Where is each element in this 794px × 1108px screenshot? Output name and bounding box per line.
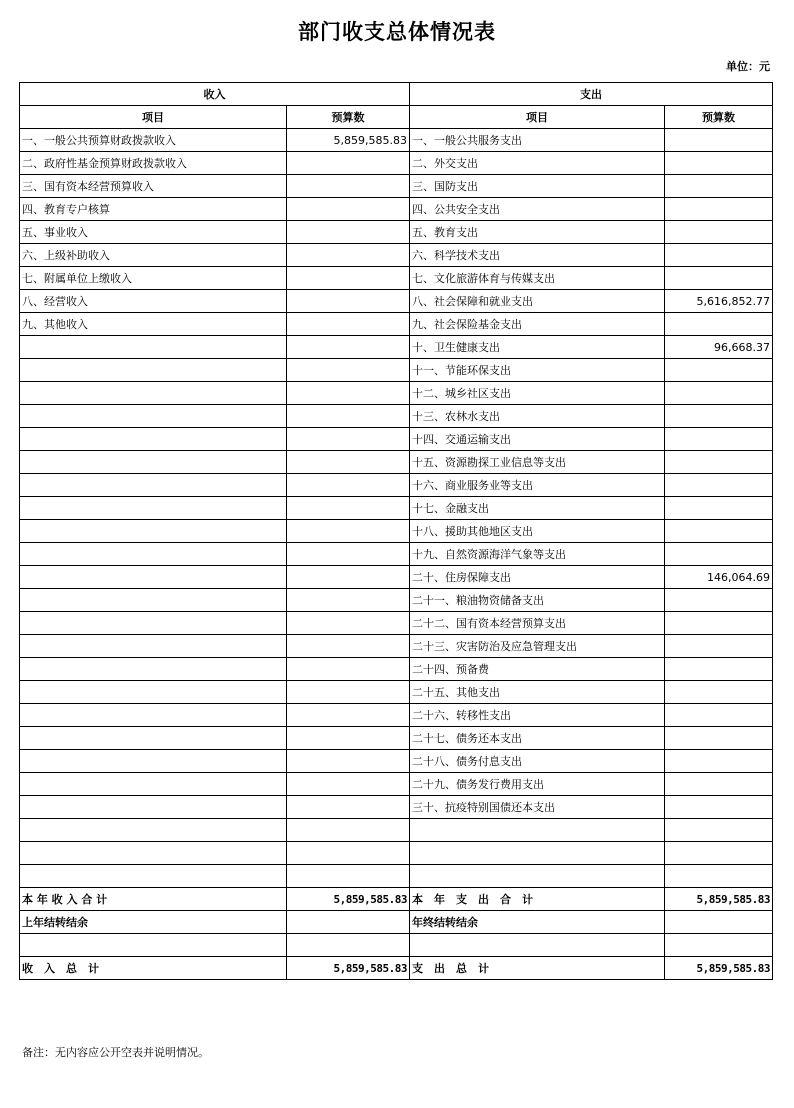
- income-item-cell: [20, 474, 287, 497]
- income-value-cell: [287, 704, 410, 727]
- expense-value-cell: [665, 727, 773, 750]
- income-value-cell: [287, 382, 410, 405]
- expense-total-value: 5,859,585.83: [665, 957, 773, 980]
- income-value-cell: [287, 520, 410, 543]
- table-row: [20, 658, 773, 681]
- income-item-cell: [20, 566, 287, 589]
- expense-item-cell: [410, 842, 665, 865]
- expense-item-cell: 十九、自然资源海洋气象等支出: [410, 543, 665, 566]
- income-value-cell: [287, 290, 410, 313]
- expense-value-cell: [665, 819, 773, 842]
- income-value-cell: [287, 612, 410, 635]
- table-row: [20, 773, 773, 796]
- expense-value-cell: [665, 428, 773, 451]
- table-row: [20, 474, 773, 497]
- income-item-cell: [20, 336, 287, 359]
- income-value-cell: [287, 842, 410, 865]
- income-item-cell: [20, 382, 287, 405]
- table-row: [20, 520, 773, 543]
- expense-item-cell: 四、公共安全支出: [410, 198, 665, 221]
- expense-value-cell: 146,064.69: [665, 566, 773, 589]
- unit-label: 单位：元: [726, 60, 770, 73]
- expense-value-cell: [665, 750, 773, 773]
- expense-item-cell: 二十七、债务还本支出: [410, 727, 665, 750]
- expense-item-cell: 二十八、债务付息支出: [410, 750, 665, 773]
- income-item-cell: [20, 405, 287, 428]
- table-row: [20, 336, 773, 359]
- expense-value-cell: [665, 842, 773, 865]
- table-row: [20, 382, 773, 405]
- income-item-header: 项目: [20, 106, 287, 129]
- income-item-cell: 二、政府性基金预算财政拨款收入: [20, 152, 287, 175]
- income-value-cell: [287, 796, 410, 819]
- income-item-cell: 七、附属单位上缴收入: [20, 267, 287, 290]
- expense-item-cell: 十三、农林水支出: [410, 405, 665, 428]
- income-item-cell: [20, 681, 287, 704]
- expense-value-cell: [665, 405, 773, 428]
- income-value-cell: [287, 313, 410, 336]
- income-budget-header: 预算数: [287, 106, 410, 129]
- income-value-cell: [287, 658, 410, 681]
- income-item-cell: [20, 520, 287, 543]
- table-row: [20, 244, 773, 267]
- income-item-cell: 三、国有资本经营预算收入: [20, 175, 287, 198]
- expense-value-cell: [665, 474, 773, 497]
- table-row: [20, 152, 773, 175]
- income-item-cell: [20, 497, 287, 520]
- year-expense-label: 本 年 支 出 合 计: [410, 888, 665, 911]
- income-value-cell: [287, 543, 410, 566]
- expense-value-cell: [665, 175, 773, 198]
- income-value-cell: [287, 635, 410, 658]
- table-row: [20, 313, 773, 336]
- income-item-cell: 六、上级补助收入: [20, 244, 287, 267]
- expense-item-cell: 十、卫生健康支出: [410, 336, 665, 359]
- table-row: [20, 704, 773, 727]
- income-item-cell: 一、一般公共预算财政拨款收入: [20, 129, 287, 152]
- table-row: [20, 635, 773, 658]
- income-value-cell: [287, 428, 410, 451]
- income-item-cell: [20, 428, 287, 451]
- income-value-cell: [287, 474, 410, 497]
- income-value-cell: [287, 773, 410, 796]
- income-item-cell: [20, 612, 287, 635]
- end-balance-value: [665, 911, 773, 934]
- expense-item-cell: 二十一、粮油物资储备支出: [410, 589, 665, 612]
- table-row: [20, 819, 773, 842]
- table-row: [20, 497, 773, 520]
- expense-value-cell: 96,668.37: [665, 336, 773, 359]
- table-row: [20, 175, 773, 198]
- expense-item-header: 项目: [410, 106, 665, 129]
- income-value-cell: [287, 175, 410, 198]
- expense-item-cell: 二十九、债务发行费用支出: [410, 773, 665, 796]
- expense-item-cell: 二、外交支出: [410, 152, 665, 175]
- table-row: [20, 865, 773, 888]
- income-value-cell: [287, 497, 410, 520]
- table-row: [20, 198, 773, 221]
- income-item-cell: [20, 796, 287, 819]
- table-row: [20, 405, 773, 428]
- table-row: [20, 750, 773, 773]
- table-row: [20, 612, 773, 635]
- expense-item-cell: 六、科学技术支出: [410, 244, 665, 267]
- income-value-cell: 5,859,585.83: [287, 129, 410, 152]
- section-header-row: [20, 83, 773, 106]
- expense-value-cell: [665, 612, 773, 635]
- table-row: [20, 727, 773, 750]
- table-row: [20, 428, 773, 451]
- expense-item-cell: [410, 865, 665, 888]
- income-item-cell: 九、其他收入: [20, 313, 287, 336]
- income-item-cell: 四、教育专户核算: [20, 198, 287, 221]
- year-income-label: 本 年 收 入 合 计: [20, 888, 287, 911]
- page-title: 部门收支总体情况表: [298, 20, 496, 44]
- income-value-cell: [287, 589, 410, 612]
- expense-value-cell: [665, 773, 773, 796]
- table-row: [20, 681, 773, 704]
- income-item-cell: [20, 842, 287, 865]
- income-item-cell: [20, 819, 287, 842]
- expense-item-cell: 十七、金融支出: [410, 497, 665, 520]
- income-value-cell: [287, 359, 410, 382]
- expense-item-cell: 十四、交通运输支出: [410, 428, 665, 451]
- income-header: 收入: [20, 83, 410, 106]
- expense-value-cell: [665, 704, 773, 727]
- expense-item-cell: 二十二、国有资本经营预算支出: [410, 612, 665, 635]
- income-item-cell: 八、经营收入: [20, 290, 287, 313]
- expense-value-cell: [665, 796, 773, 819]
- table-row: [20, 796, 773, 819]
- table-row: [20, 129, 773, 152]
- prev-balance-value: [287, 911, 410, 934]
- expense-item-cell: 三、国防支出: [410, 175, 665, 198]
- income-item-cell: [20, 750, 287, 773]
- expense-value-cell: [665, 244, 773, 267]
- table-row: [20, 221, 773, 244]
- expense-value-cell: [665, 267, 773, 290]
- income-value-cell: [287, 267, 410, 290]
- prev-balance-label: 上年结转结余: [20, 911, 287, 934]
- expense-item-cell: 十八、援助其他地区支出: [410, 520, 665, 543]
- grand-total-row: [20, 957, 773, 980]
- income-value-cell: [287, 336, 410, 359]
- expense-item-cell: 十二、城乡社区支出: [410, 382, 665, 405]
- budget-table: [19, 82, 773, 980]
- table-row: [20, 267, 773, 290]
- expense-budget-header: 预算数: [665, 106, 773, 129]
- expense-item-cell: 二十三、灾害防治及应急管理支出: [410, 635, 665, 658]
- expense-value-cell: [665, 589, 773, 612]
- income-item-cell: 五、事业收入: [20, 221, 287, 244]
- expense-item-cell: 九、社会保险基金支出: [410, 313, 665, 336]
- expense-value-cell: [665, 451, 773, 474]
- income-item-cell: [20, 451, 287, 474]
- expense-value-cell: [665, 152, 773, 175]
- income-item-cell: [20, 359, 287, 382]
- expense-item-cell: 五、教育支出: [410, 221, 665, 244]
- income-item-cell: [20, 635, 287, 658]
- expense-item-cell: 八、社会保障和就业支出: [410, 290, 665, 313]
- totals-section: [20, 888, 773, 980]
- blank-row: [20, 934, 773, 957]
- income-value-cell: [287, 566, 410, 589]
- income-value-cell: [287, 244, 410, 267]
- income-item-cell: [20, 727, 287, 750]
- table-row: [20, 842, 773, 865]
- expense-value-cell: [665, 681, 773, 704]
- income-value-cell: [287, 405, 410, 428]
- year-expense-value: 5,859,585.83: [665, 888, 773, 911]
- expense-item-cell: 十六、商业服务业等支出: [410, 474, 665, 497]
- column-header-row: [20, 106, 773, 129]
- income-value-cell: [287, 152, 410, 175]
- expense-item-cell: 十一、节能环保支出: [410, 359, 665, 382]
- balance-row: [20, 911, 773, 934]
- expense-item-cell: 三十、抗疫特别国债还本支出: [410, 796, 665, 819]
- table-row: [20, 566, 773, 589]
- table-row: [20, 451, 773, 474]
- income-item-cell: [20, 589, 287, 612]
- income-value-cell: [287, 865, 410, 888]
- income-value-cell: [287, 750, 410, 773]
- table-row: [20, 359, 773, 382]
- income-value-cell: [287, 451, 410, 474]
- table-row: [20, 543, 773, 566]
- expense-item-cell: 一、一般公共服务支出: [410, 129, 665, 152]
- expense-item-cell: 二十五、其他支出: [410, 681, 665, 704]
- expense-value-cell: [665, 520, 773, 543]
- income-item-cell: [20, 543, 287, 566]
- expense-value-cell: [665, 359, 773, 382]
- expense-total-label: 支 出 总 计: [410, 957, 665, 980]
- income-item-cell: [20, 658, 287, 681]
- income-value-cell: [287, 198, 410, 221]
- expense-item-cell: 二十六、转移性支出: [410, 704, 665, 727]
- year-total-row: [20, 888, 773, 911]
- expense-value-cell: [665, 313, 773, 336]
- expense-value-cell: [665, 635, 773, 658]
- table-row: [20, 589, 773, 612]
- expense-header: 支出: [410, 83, 773, 106]
- year-income-value: 5,859,585.83: [287, 888, 410, 911]
- income-total-value: 5,859,585.83: [287, 957, 410, 980]
- expense-item-cell: [410, 819, 665, 842]
- income-item-cell: [20, 704, 287, 727]
- income-value-cell: [287, 727, 410, 750]
- expense-value-cell: [665, 658, 773, 681]
- income-value-cell: [287, 221, 410, 244]
- footnote: 备注：无内容应公开空表并说明情况。: [22, 1046, 209, 1059]
- table-row: [20, 290, 773, 313]
- expense-item-cell: 二十四、预备费: [410, 658, 665, 681]
- income-item-cell: [20, 865, 287, 888]
- expense-value-cell: 5,616,852.77: [665, 290, 773, 313]
- expense-value-cell: [665, 543, 773, 566]
- income-value-cell: [287, 819, 410, 842]
- income-item-cell: [20, 773, 287, 796]
- expense-value-cell: [665, 129, 773, 152]
- expense-value-cell: [665, 865, 773, 888]
- expense-value-cell: [665, 221, 773, 244]
- expense-item-cell: 十五、资源勘探工业信息等支出: [410, 451, 665, 474]
- end-balance-label: 年终结转结余: [410, 911, 665, 934]
- income-value-cell: [287, 681, 410, 704]
- expense-value-cell: [665, 198, 773, 221]
- expense-item-cell: 二十、住房保障支出: [410, 566, 665, 589]
- expense-value-cell: [665, 497, 773, 520]
- income-total-label: 收 入 总 计: [20, 957, 287, 980]
- table-body: [20, 129, 773, 888]
- expense-item-cell: 七、文化旅游体育与传媒支出: [410, 267, 665, 290]
- expense-value-cell: [665, 382, 773, 405]
